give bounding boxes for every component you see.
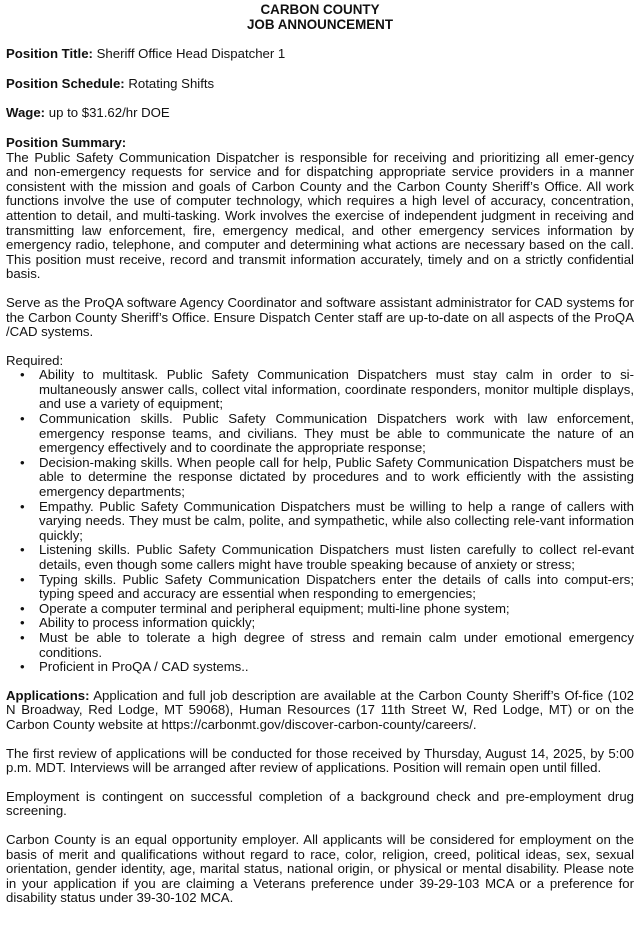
- position-summary-section: [6, 136, 634, 282]
- position-title-field: [6, 47, 634, 62]
- list-item: • Must be able to tolerate a high degree of stress and remain calm under emotional emergency conditions.: [19, 631, 634, 660]
- wage-value: up to $31.62/hr DOE: [48, 105, 170, 121]
- required-list: [6, 368, 634, 674]
- list-item: • Ability to multitask. Public Safety Communication Dispatchers must stay calm in order to si-multaneously answer calls, collect vital information, coordinate responders, monitor multiple displays, and use a variety of equipment;: [19, 368, 634, 412]
- list-item: • Operate a computer terminal and peripheral equipment; multi-line phone system;: [19, 602, 634, 617]
- list-item: • Typing skills. Public Safety Communication Dispatchers enter the details of calls into comput-ers; typing speed and accuracy are essential when responding to emergencies;: [19, 573, 634, 602]
- position-title-value: Sheriff Office Head Dispatcher 1: [96, 46, 286, 62]
- position-summary-paragraph-1: The Public Safety Communication Dispatcher is responsible for receiving and prioritizing all emer-gency and non-emergency requests for service and for dispatching appropriate service providers in a manner consistent with the mission and goals of Carbon County and the Carbon County Sheriff’s Office. All work functions involve the use of computer technology, which requires a high level of accuracy, concentration, attention to detail, and multi-tasking. Work involves the exercise of independent judgment in receiving and transmitting law enforcement, fire, emergency medical, and other emergency services information by emergency radio, telephone, and computer and determining what actions are necessary based on the call. This position must receive, record and transmit information accurately, timely and on a strictly confidential basis.: [6, 149, 634, 282]
- list-item: • Listening skills. Public Safety Communication Dispatchers must listen carefully to collect rel-evant details, even though some callers might have trouble speaking because of anxiety or stress;: [19, 543, 634, 572]
- eoe-section: [6, 833, 634, 906]
- position-schedule-label: Position Schedule:: [6, 75, 125, 91]
- position-title-label: Position Title:: [6, 46, 93, 62]
- list-item: • Communication skills. Public Safety Communication Dispatchers work with law enforcement, emergency response teams, and civilians. They must be able to communicate the nature of an emergency effectively and to coordinate the appropriate response;: [19, 412, 634, 456]
- job-announcement-document: [6, 3, 634, 906]
- required-title: Required:: [6, 352, 64, 368]
- wage-field: [6, 106, 634, 121]
- applications-label: Applications:: [6, 687, 90, 703]
- position-schedule-field: [6, 77, 634, 92]
- document-header: [6, 3, 634, 32]
- list-item: • Proficient in ProQA / CAD systems..: [19, 660, 634, 675]
- position-summary-title: Position Summary:: [6, 134, 127, 150]
- employment-section: [6, 790, 634, 819]
- employment-paragraph: Employment is contingent on successful completion of a background check and pre-employment drug screening.: [6, 788, 634, 819]
- required-section: [6, 354, 634, 675]
- list-item: • Ability to process information quickly;: [19, 616, 634, 631]
- position-summary-paragraph-2: Serve as the ProQA software Agency Coordinator and software assistant administrator for CAD systems for the Carbon County Sheriff’s Office. Ensure Dispatch Center staff are up-to-date on all aspects of the ProQA /CAD systems.: [6, 294, 634, 340]
- county-title: CARBON COUNTY: [260, 2, 380, 17]
- announcement-title: JOB ANNOUNCEMENT: [246, 16, 394, 32]
- applications-section: [6, 689, 634, 733]
- applications-paragraph: [6, 689, 634, 733]
- review-section: [6, 747, 634, 776]
- review-paragraph: The first review of applications will be conducted for those received by Thursday, August 14, 2025, by 5:00 p.m. MDT. Interviews will be arranged after review of applications. Position will remain open until filled.: [6, 745, 634, 776]
- position-schedule-value: Rotating Shifts: [128, 75, 215, 91]
- proqa-section: [6, 296, 634, 340]
- list-item: • Decision-making skills. When people call for help, Public Safety Communication Dispatchers must be able to determine the response dictated by procedures and to work efficiently with the assisting emergency departments;: [19, 456, 634, 500]
- list-item: • Empathy. Public Safety Communication Dispatchers must be willing to help a range of callers with varying needs. They must be calm, polite, and sympathetic, while also collecting rele-vant information quickly;: [19, 500, 634, 544]
- wage-label: Wage:: [6, 105, 46, 121]
- applications-text: Application and full job description are available at the Carbon County Sheriff’s Of-fice (102 N Broadway, Red Lodge, MT 59068), Human Resources (17 11th Street W, Red Lodge, MT) or on the Carbon County website at https://carbonmt.gov/discover-carbon-county/careers/.: [6, 687, 634, 732]
- eoe-paragraph: Carbon County is an equal opportunity employer. All applicants will be considered for employment on the basis of merit and qualifications without regard to race, color, religion, creed, political ideas, sex, sexual orientation, gender identity, age, marital status, national origin, or physical or mental disability. Please note in your application if you are claiming a Veterans preference under 39-29-103 MCA or a preference for disability status under 39-30-102 MCA.: [6, 831, 634, 906]
